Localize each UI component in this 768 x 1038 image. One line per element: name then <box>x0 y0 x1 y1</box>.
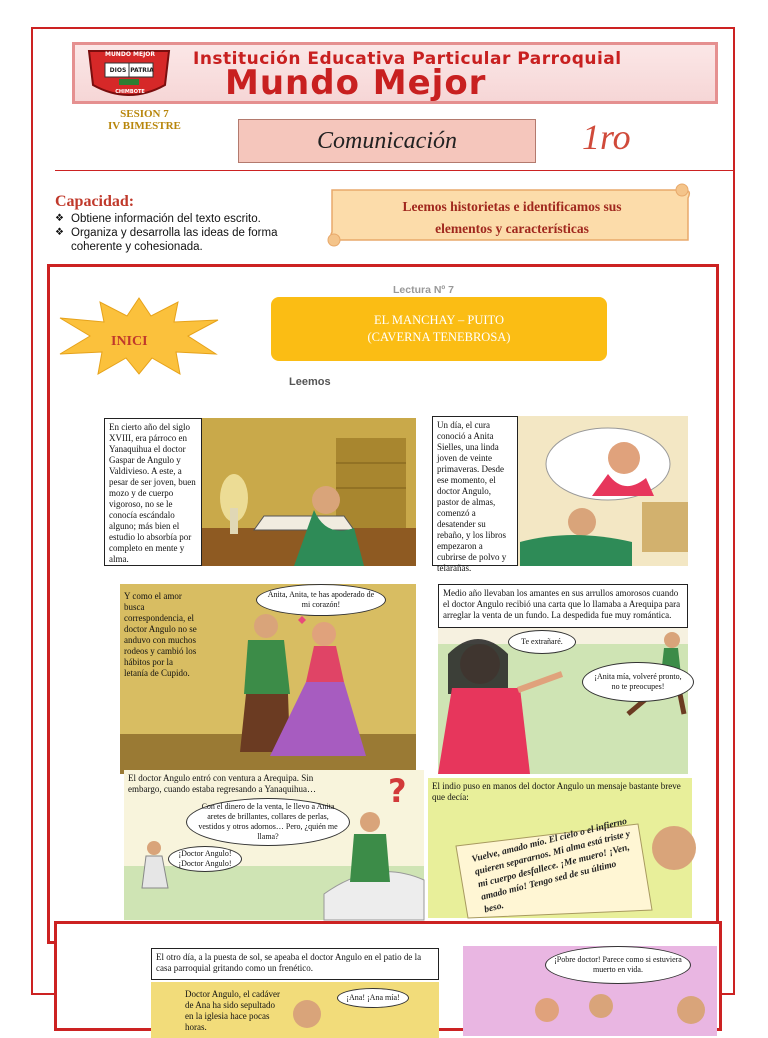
panel-4-speech-bubble-2: ¡Anita mía, volveré pronto, no te preocupes! <box>582 662 694 702</box>
shield-text-top: MUNDO MEJOR <box>104 51 156 58</box>
panel-4-caption: Medio año llevaban los amantes en sus arrullos amorosos cuando el doctor Angulo recibió una carta que lo llamaba a Arequipa para arreglar la venta de un fundo. La despedida fue muy romántica. <box>438 584 688 628</box>
diamond-bullet-icon: ❖ <box>55 213 64 224</box>
subject-box <box>238 119 536 163</box>
panel-5-caption: El doctor Angulo entró con ventura a Arequipa. Sin embargo, cuando estaba regresando a Yanaquihua… <box>128 773 317 794</box>
objective-line1: Leemos historietas e identificamos sus <box>402 199 622 214</box>
comic-panel-6 <box>428 778 692 918</box>
grade-label: 1ro <box>582 117 631 157</box>
shield-text-dios: DIOS <box>109 67 127 74</box>
comic-panel-5 <box>124 770 424 920</box>
capacidad-item <box>55 226 315 254</box>
session-term: IV BIMESTRE <box>108 120 181 132</box>
panel-2-caption: Un día, el cura conoció a Anita Sielles, una linda joven de veinte primaveras. Desde ese momento, el doctor Angulo, pastor de almas, comenzó a desatender su rebaño, y los libros empezaron a cubrirse de polvo y telarañas. <box>432 416 518 566</box>
start-badge-label: INICI <box>111 334 148 349</box>
reading-title-line2: (CAVERNA TENEBROSA) <box>367 330 511 344</box>
capacidad-item-text: Organiza y desarrolla las ideas de forma coherente y cohesionada. <box>71 227 278 253</box>
panel-5-speech-bubble-2: ¡Doctor Angulo! ¡Doctor Angulo! <box>168 846 242 872</box>
diamond-bullet-icon: ❖ <box>55 227 64 238</box>
comic-panel-1 <box>104 418 416 566</box>
reading-title-line1: EL MANCHAY – PUITO <box>374 313 504 327</box>
school-name-line1: Institución Educativa Particular Parroquial <box>193 49 622 69</box>
question-mark-icon: ? <box>388 772 407 810</box>
session-number: SESION 7 <box>120 108 169 120</box>
reading-title-box <box>271 297 607 361</box>
school-banner <box>72 42 718 104</box>
objective-line2: elementos y características <box>435 221 589 236</box>
capacidad-list <box>55 212 315 254</box>
comic-panel-8 <box>463 946 717 1036</box>
leemos-label: Leemos <box>289 376 331 388</box>
panel-7-speech-bubble-1: Doctor Angulo, el cadáver de Ana ha sido sepultado en la iglesia hace pocas horas. <box>185 989 280 1032</box>
panel-6-caption: El indio puso en manos del doctor Angulo un mensaje bastante breve que decía: <box>432 781 681 802</box>
comic-panel-2 <box>432 416 688 573</box>
bottom-reading-frame <box>54 921 722 1031</box>
objective-scroll <box>322 182 692 248</box>
panel-3-speech-bubble: Anita, Anita, te has apoderado de mi corazón! <box>256 584 386 616</box>
capacidad-title: Capacidad: <box>55 193 135 210</box>
comic-panel-3 <box>120 584 416 774</box>
panel-8-speech-bubble: ¡Pobre doctor! Parece como si estuviera muerto en vida. <box>545 946 691 984</box>
capacidad-item-text: Obtiene información del texto escrito. <box>71 213 261 225</box>
session-info <box>108 108 181 132</box>
panel-1-caption: En cierto año del siglo XVIII, era párroco en Yanaquihua el doctor Gaspar de Angulo y Valdivieso. A este, a pesar de ser joven, buen mozo y de cuerpo vigoroso, no se le conocía escándalo alguno; más bien el estudio lo absorbía por completo en mente y alma. <box>104 418 202 566</box>
panel-5-speech-bubble-1: Con el dinero de la venta, le llevo a Anita aretes de brillantes, collares de perlas, vestidos y otros adornos… Pero, ¿quién me llama? <box>186 798 350 846</box>
panel-4-speech-bubble-1: Te extrañaré. <box>508 630 576 654</box>
header-divider <box>55 170 735 171</box>
lectura-label: Lectura Nº 7 <box>393 284 455 296</box>
subject-label: Comunicación <box>317 127 457 154</box>
panel-3-caption: Y como el amor busca correspondencia, el doctor Angulo no se anduvo con muchos rodeos y cambió los hábitos por la letanía de Cupido. <box>124 591 197 678</box>
panel-7-speech-bubble-2: ¡Ana! ¡Ana mía! <box>337 988 409 1008</box>
comic-panel-7 <box>151 948 439 1038</box>
comic-panel-4 <box>438 584 688 774</box>
capacidad-item <box>55 212 315 226</box>
school-name-line2: Mundo Mejor <box>225 63 487 103</box>
shield-text-patria: PATRIA <box>130 67 154 74</box>
shield-text-bottom: CHIMBOTE <box>115 89 145 95</box>
panel-7-caption: El otro día, a la puesta de sol, se apeaba el doctor Angulo en el patio de la casa parroquial gritando como un frenético. <box>151 948 439 980</box>
panel-6-letter-text: Vuelve, amado mío. El cielo o el infierno quieren separarnos. Mi alma está triste y mi cuerpo desfallece. ¡Me muero! ¡Ven, amado mío! Tengo sed de su último beso. <box>470 816 632 916</box>
objective-text <box>342 196 682 240</box>
